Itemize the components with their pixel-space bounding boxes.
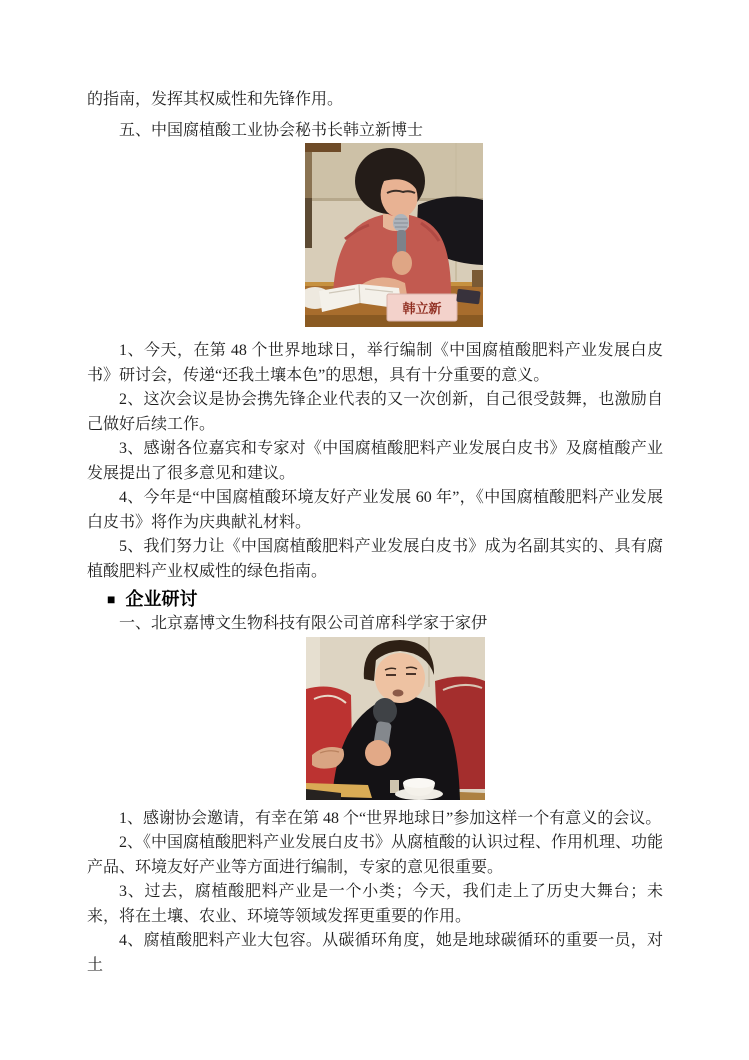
speaker1-point: 4、今年是“中国腐植酸环境友好产业发展 60 年”，《中国腐植酸肥料产业发展白皮书》将作为庆典献礼材料。 [87,489,663,531]
speaker1-point: 5、我们努力让《中国腐植酸肥料产业发展白皮书》成为名副其实的、具有腐植酸肥料产业权威性的绿色指南。 [87,538,663,580]
speaker2-photo-illustration [306,637,485,800]
section-title: 企业研讨 [125,589,198,609]
speaker1-point: 3、感谢各位嘉宾和专家对《中国腐植酸肥料产业发展白皮书》及腐植酸产业发展提出了很多意见和建议。 [87,440,663,482]
speaker1-name-card: 韩立新 [402,301,442,316]
speaker2-point: 1、感谢协会邀请，有幸在第 48 个“世界地球日”参加这样一个有意义的会议。 [119,809,662,827]
speaker2-point: 4、腐植酸肥料产业大包容。从碳循环角度，她是地球碳循环的重要一员，对土 [87,932,663,974]
speaker2-point: 2、《中国腐植酸肥料产业发展白皮书》从腐植酸的认识过程、作用机理、功能产品、环境友好产业等方面进行编制，专家的意见很重要。 [87,834,664,876]
speaker1-photo [305,143,483,327]
speaker1-photo-illustration [305,143,483,327]
intro-paragraph: 的指南，发挥其权威性和先锋作用。 [87,91,344,108]
section-header [107,586,663,612]
speaker1-point: 1、今天，在第 48 个世界地球日，举行编制《中国腐植酸肥料产业发展白皮书》研讨会，传递“还我土壤本色”的思想，具有十分重要的意义。 [87,342,663,384]
speaker1-point: 2、这次会议是协会携先锋企业代表的又一次创新，自己很受鼓舞，也激励自己做好后续工作。 [87,391,663,433]
speaker2-point: 3、过去，腐植酸肥料产业是一个小类；今天，我们走上了历史大舞台；未来，将在土壤、农业、环境等领域发挥更重要的作用。 [87,883,663,925]
speaker1-heading: 五、中国腐植酸工业协会秘书长韩立新博士 [119,121,424,139]
speaker2-photo [306,637,485,800]
section-bullet-icon: ■ [107,591,116,607]
speaker2-heading: 一、北京嘉博文生物科技有限公司首席科学家于家伊 [119,615,488,632]
page-content [87,88,663,978]
